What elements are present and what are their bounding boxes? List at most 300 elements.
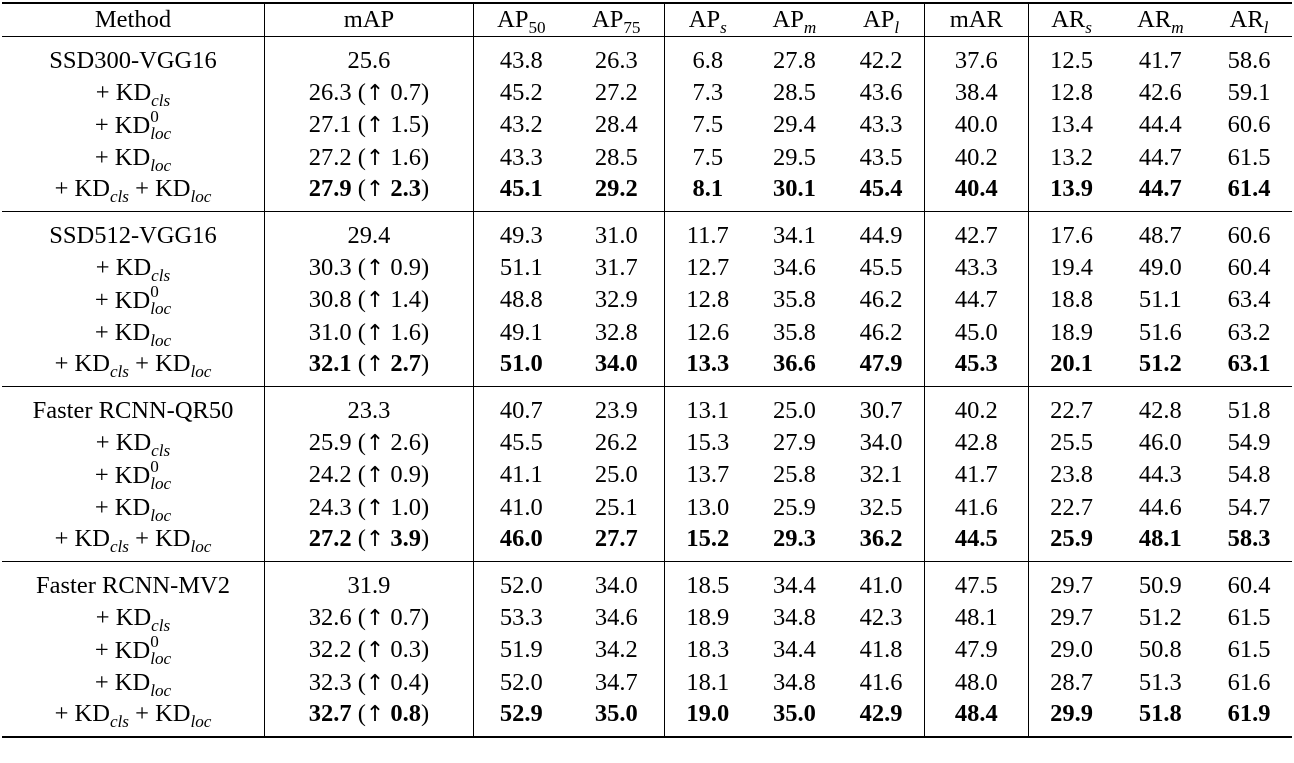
value-cell: [751, 699, 838, 737]
method-cell: + $KD_{loc}$: [94, 143, 172, 175]
value-cell: [925, 459, 1028, 492]
table-row: [2, 284, 1292, 317]
value-cell: [473, 349, 568, 387]
value-cell: [751, 174, 838, 212]
metric-value: 32.5: [859, 493, 903, 521]
value-cell: [664, 109, 751, 142]
results-table: [2, 2, 1292, 738]
metric-value: 52.0: [499, 668, 543, 696]
table-row: [2, 142, 1292, 174]
metric-value: 51.1: [499, 254, 543, 281]
model-name: Faster RCNN-QR50: [32, 396, 234, 424]
metric-value: 45.0: [954, 318, 998, 346]
metric-value: 28.4: [594, 111, 638, 139]
header-col-7: [1028, 3, 1115, 37]
map-value: 27.9: [308, 175, 352, 203]
metric-value: 48.0: [954, 668, 998, 696]
value-cell: [751, 387, 838, 428]
metric-value: 25.8: [772, 461, 816, 489]
value-cell: [569, 492, 664, 524]
up-arrow-icon: ↑: [365, 605, 385, 631]
map-cell: 30.3 (↑ 0.9): [265, 252, 474, 284]
kd-term: $KD_{cls}$: [74, 700, 129, 732]
metric-value: 13.9: [1050, 175, 1094, 203]
value-cell: [569, 174, 664, 212]
header-method-label: Method: [94, 5, 172, 33]
model-name: SSD300-VGG16: [49, 46, 217, 74]
method-cell: + $KD_{cls} + KD_{loc}$: [54, 525, 212, 557]
map-value: 32.3: [308, 668, 352, 696]
map-gain: 1.0: [390, 493, 422, 521]
map-cell: 27.1 (↑ 1.5): [265, 109, 474, 142]
metric-value: 61.5: [1227, 143, 1271, 171]
metric-value: 13.1: [686, 396, 730, 424]
metric-value: 26.3: [594, 46, 638, 74]
metric-value: 38.4: [954, 79, 998, 107]
method-cell: + $KD_{cls}$: [95, 603, 171, 635]
value-cell: [1115, 524, 1206, 562]
value-cell: [1028, 427, 1115, 459]
value-cell: [838, 252, 925, 284]
map-gain: 1.4: [390, 286, 422, 314]
metric-value: 35.8: [772, 318, 816, 346]
metric-value: 12.8: [1050, 79, 1094, 107]
header-col-base: AP: [592, 5, 624, 33]
metric-value: 34.0: [594, 571, 638, 599]
value-cell: [925, 699, 1028, 737]
value-cell: [751, 459, 838, 492]
value-cell: [925, 37, 1028, 78]
metric-value: 12.5: [1050, 46, 1094, 74]
value-cell: [751, 667, 838, 699]
value-cell: [569, 349, 664, 387]
metric-value: 54.7: [1227, 493, 1271, 521]
metric-value: 44.7: [1138, 143, 1182, 171]
map-cell: 27.2 (↑ 3.9): [265, 524, 474, 562]
metric-value: 25.1: [594, 493, 638, 521]
value-cell: [569, 699, 664, 737]
map-cell: 24.2 (↑ 0.9): [265, 459, 474, 492]
map-cell: 31.0 (↑ 1.6): [265, 317, 474, 349]
value-cell: [473, 699, 568, 737]
value-cell: [473, 667, 568, 699]
header-col-8: [1115, 3, 1206, 37]
map-gain: 2.7: [390, 350, 422, 378]
metric-value: 41.1: [499, 461, 543, 489]
kd-term: $KD_{cls}$: [115, 603, 171, 635]
value-cell: [664, 427, 751, 459]
method-cell: [2, 562, 265, 603]
value-cell: [1206, 317, 1292, 349]
metric-value: 42.6: [1138, 79, 1182, 107]
metric-value: 47.9: [859, 350, 903, 378]
value-cell: [838, 602, 925, 634]
value-cell: [838, 492, 925, 524]
metric-value: 29.7: [1050, 603, 1094, 631]
map-gain: 2.6: [390, 428, 422, 456]
value-cell: [838, 317, 925, 349]
map-cell: 32.7 (↑ 0.8): [265, 699, 474, 737]
metric-value: 29.0: [1050, 636, 1094, 664]
header-col-9: [1206, 3, 1292, 37]
value-cell: [1115, 459, 1206, 492]
method-cell: + $KD_{cls} + KD_{loc}$: [54, 175, 212, 207]
header-col-sub: m: [1171, 17, 1184, 37]
metric-value: 50.9: [1138, 571, 1182, 599]
metric-value: 48.1: [954, 603, 998, 631]
metric-value: 13.2: [1050, 143, 1094, 171]
value-cell: [1206, 699, 1292, 737]
metric-value: 32.9: [594, 286, 638, 314]
value-cell: [664, 492, 751, 524]
value-cell: [1115, 634, 1206, 667]
metric-value: 43.2: [499, 111, 543, 139]
value-cell: [925, 212, 1028, 253]
metric-value: 51.8: [1138, 700, 1182, 728]
metric-value: 51.8: [1227, 396, 1271, 424]
metric-value: 44.5: [954, 525, 998, 553]
value-cell: [838, 284, 925, 317]
value-cell: [1028, 317, 1115, 349]
metric-value: 29.9: [1050, 700, 1094, 728]
metric-value: 54.8: [1227, 461, 1271, 489]
metric-value: 12.8: [686, 286, 730, 314]
value-cell: [1115, 252, 1206, 284]
metric-value: 13.0: [686, 493, 730, 521]
value-cell: [751, 562, 838, 603]
value-cell: [1115, 142, 1206, 174]
value-cell: [1115, 349, 1206, 387]
metric-value: 49.1: [499, 318, 543, 346]
metric-value: 12.7: [686, 254, 730, 281]
metric-value: 52.0: [499, 571, 543, 599]
value-cell: [664, 634, 751, 667]
metric-value: 40.2: [954, 143, 998, 171]
metric-value: 18.1: [686, 668, 730, 696]
metric-value: 19.0: [686, 700, 730, 728]
map-value: 27.2: [308, 143, 352, 171]
map-cell: 32.3 (↑ 0.4): [265, 667, 474, 699]
value-cell: [1028, 252, 1115, 284]
kd-term: KD 0 loc: [114, 632, 172, 668]
value-cell: [664, 667, 751, 699]
method-cell: + $KD_{loc}$: [94, 668, 172, 700]
model-group: [2, 387, 1292, 562]
value-cell: [838, 349, 925, 387]
metric-value: 18.8: [1050, 286, 1094, 314]
metric-value: 45.4: [859, 175, 903, 203]
value-cell: [473, 602, 568, 634]
map-value: 31.9: [347, 571, 391, 599]
up-arrow-icon: ↑: [365, 113, 385, 139]
value-cell: [664, 77, 751, 109]
metric-value: 46.0: [499, 525, 543, 553]
value-cell: [569, 252, 664, 284]
value-cell: [664, 212, 751, 253]
value-cell: [1206, 387, 1292, 428]
value-cell: [1206, 634, 1292, 667]
method-cell: [2, 212, 265, 253]
table-row: [2, 699, 1292, 737]
metric-value: 27.9: [772, 428, 816, 456]
kd-term: $KD_{loc}$: [114, 318, 172, 350]
header-col-base: AP: [772, 5, 804, 33]
up-arrow-icon: ↑: [365, 177, 385, 203]
map-value: 24.3: [308, 493, 352, 521]
value-cell: [569, 317, 664, 349]
metric-value: 36.6: [772, 350, 816, 378]
table-row: [2, 109, 1292, 142]
value-cell: [473, 562, 568, 603]
metric-value: 50.8: [1138, 636, 1182, 664]
map-value: 31.0: [308, 318, 352, 346]
value-cell: [1115, 602, 1206, 634]
value-cell: [473, 387, 568, 428]
metric-value: 45.2: [499, 79, 543, 107]
metric-value: 45.5: [859, 254, 903, 281]
kd-term: $KD_{loc}$: [114, 668, 172, 700]
table-row: [2, 252, 1292, 284]
metric-value: 27.8: [772, 46, 816, 74]
table-row: [2, 562, 1292, 603]
up-arrow-icon: ↑: [365, 430, 385, 456]
value-cell: [1115, 284, 1206, 317]
metric-value: 41.0: [859, 571, 903, 599]
metric-value: 49.3: [499, 221, 543, 249]
metric-value: 29.5: [772, 143, 816, 171]
value-cell: [1115, 699, 1206, 737]
metric-value: 52.9: [499, 700, 543, 728]
metric-value: 35.0: [772, 700, 816, 728]
table-row: [2, 634, 1292, 667]
method-cell: + $KD_{cls}$: [95, 254, 171, 285]
value-cell: [1028, 492, 1115, 524]
value-cell: [1028, 562, 1115, 603]
value-cell: [1028, 37, 1115, 78]
up-arrow-icon: ↑: [365, 638, 385, 664]
header-col-base: AR: [1137, 5, 1172, 33]
metric-value: 53.3: [499, 603, 543, 631]
value-cell: [664, 562, 751, 603]
metric-value: 34.2: [594, 636, 638, 664]
metric-value: 26.2: [594, 428, 638, 456]
value-cell: [751, 634, 838, 667]
method-cell: + $KD_{cls} + KD_{loc}$: [54, 350, 212, 382]
value-cell: [569, 667, 664, 699]
metric-value: 7.3: [692, 79, 724, 107]
method-cell: + KD 0 loc: [94, 282, 172, 318]
metric-value: 61.4: [1227, 175, 1271, 203]
map-value: 30.3: [308, 254, 352, 281]
value-cell: [751, 77, 838, 109]
up-arrow-icon: ↑: [365, 145, 385, 171]
metric-value: 29.7: [1050, 571, 1094, 599]
map-cell: [265, 387, 474, 428]
value-cell: [751, 37, 838, 78]
map-cell: 27.9 (↑ 2.3): [265, 174, 474, 212]
value-cell: [664, 142, 751, 174]
value-cell: [1028, 667, 1115, 699]
metric-value: 18.5: [686, 571, 730, 599]
value-cell: [838, 387, 925, 428]
value-cell: [838, 459, 925, 492]
metric-value: 44.6: [1138, 493, 1182, 521]
table-row: [2, 602, 1292, 634]
metric-value: 37.6: [954, 46, 998, 74]
value-cell: [1028, 524, 1115, 562]
table-row: [2, 667, 1292, 699]
value-cell: [1206, 212, 1292, 253]
metric-value: 46.2: [859, 318, 903, 346]
value-cell: [1206, 142, 1292, 174]
map-cell: 30.8 (↑ 1.4): [265, 284, 474, 317]
metric-value: 29.4: [772, 111, 816, 139]
kd-term: $KD_{cls}$: [115, 254, 171, 285]
value-cell: [569, 142, 664, 174]
metric-value: 48.4: [954, 700, 998, 728]
map-cell: 25.9 (↑ 2.6): [265, 427, 474, 459]
map-gain: 1.6: [390, 318, 422, 346]
metric-value: 30.1: [772, 175, 816, 203]
value-cell: [1115, 667, 1206, 699]
value-cell: [1115, 317, 1206, 349]
map-cell: 27.2 (↑ 1.6): [265, 142, 474, 174]
metric-value: 25.0: [772, 396, 816, 424]
value-cell: [1115, 109, 1206, 142]
metric-value: 51.2: [1138, 603, 1182, 631]
value-cell: [925, 252, 1028, 284]
kd-term: KD 0 loc: [114, 282, 172, 318]
metric-value: 51.3: [1138, 668, 1182, 696]
model-group: [2, 212, 1292, 387]
value-cell: [569, 602, 664, 634]
metric-value: 18.9: [1050, 318, 1094, 346]
header-col-base: mAP: [343, 5, 395, 33]
kd-term: $KD_{loc}$: [114, 143, 172, 175]
metric-value: 27.7: [594, 525, 638, 553]
value-cell: [925, 492, 1028, 524]
value-cell: [838, 174, 925, 212]
value-cell: [925, 317, 1028, 349]
metric-value: 15.3: [686, 428, 730, 456]
map-cell: 32.2 (↑ 0.3): [265, 634, 474, 667]
value-cell: [473, 37, 568, 78]
value-cell: [1206, 284, 1292, 317]
method-cell: + KD 0 loc: [94, 632, 172, 668]
method-cell: + $KD_{cls}$: [95, 79, 171, 110]
metric-value: 35.8: [772, 286, 816, 314]
metric-value: 41.0: [499, 493, 543, 521]
metric-value: 41.7: [1138, 46, 1182, 74]
map-cell: 32.6 (↑ 0.7): [265, 602, 474, 634]
map-value: 32.1: [308, 350, 352, 378]
metric-value: 40.0: [954, 111, 998, 139]
value-cell: [1115, 212, 1206, 253]
value-cell: [925, 427, 1028, 459]
value-cell: [925, 634, 1028, 667]
value-cell: [664, 252, 751, 284]
metric-value: 59.1: [1227, 79, 1271, 107]
value-cell: [1206, 524, 1292, 562]
header-col-0: [265, 3, 474, 37]
value-cell: [664, 284, 751, 317]
metric-value: 44.7: [1138, 175, 1182, 203]
header-col-base: AP: [863, 5, 895, 33]
metric-value: 11.7: [686, 221, 729, 249]
metric-value: 34.0: [859, 428, 903, 456]
metric-value: 51.9: [499, 636, 543, 664]
kd-term: $KD_{cls}$: [115, 428, 171, 460]
model-name: Faster RCNN-MV2: [36, 571, 230, 599]
header-col-2: [569, 3, 664, 37]
metric-value: 61.5: [1227, 636, 1271, 664]
value-cell: [838, 109, 925, 142]
model-group: [2, 37, 1292, 212]
kd-term: $KD_{loc}$: [114, 493, 172, 525]
map-value: 25.9: [308, 428, 352, 456]
map-cell: [265, 562, 474, 603]
metric-value: 44.7: [954, 286, 998, 314]
value-cell: [1206, 427, 1292, 459]
map-cell: [265, 37, 474, 78]
value-cell: [569, 284, 664, 317]
value-cell: [1028, 212, 1115, 253]
value-cell: [569, 524, 664, 562]
metric-value: 32.8: [594, 318, 638, 346]
metric-value: 34.4: [772, 571, 816, 599]
metric-value: 30.7: [859, 396, 903, 424]
value-cell: [1028, 459, 1115, 492]
metric-value: 45.3: [954, 350, 998, 378]
value-cell: [838, 699, 925, 737]
method-cell: + $KD_{cls}$: [95, 428, 171, 460]
value-cell: [569, 427, 664, 459]
value-cell: [1115, 562, 1206, 603]
method-cell: + $KD_{cls} + KD_{loc}$: [2, 699, 265, 737]
metric-value: 8.1: [692, 175, 724, 203]
kd-term: $KD_{cls}$: [74, 350, 129, 382]
value-cell: [1028, 699, 1115, 737]
metric-value: 51.6: [1138, 318, 1182, 346]
header-col-sub: m: [803, 17, 817, 37]
value-cell: [1206, 109, 1292, 142]
header-col-1: [473, 3, 568, 37]
metric-value: 41.6: [954, 493, 998, 521]
value-cell: [1115, 174, 1206, 212]
metric-value: 47.5: [954, 571, 998, 599]
header-col-sub: 75: [623, 17, 641, 37]
metric-value: 34.8: [772, 668, 816, 696]
method-cell: [2, 37, 265, 78]
map-gain: 0.8: [390, 700, 422, 728]
metric-value: 43.8: [499, 46, 543, 74]
value-cell: [664, 174, 751, 212]
metric-value: 15.2: [686, 525, 730, 553]
value-cell: [1206, 252, 1292, 284]
value-cell: [473, 252, 568, 284]
metric-value: 31.7: [594, 254, 638, 281]
method-cell: + KD 0 loc: [94, 457, 172, 493]
map-cell: 32.1 (↑ 2.7): [265, 349, 474, 387]
kd-term: $KD_{cls}$: [115, 79, 171, 110]
value-cell: [1028, 634, 1115, 667]
map-cell: 24.3 (↑ 1.0): [265, 492, 474, 524]
metric-value: 32.1: [859, 461, 903, 489]
metric-value: 47.9: [954, 636, 998, 664]
kd-term: KD 0 loc: [114, 457, 172, 493]
value-cell: [473, 142, 568, 174]
metric-value: 61.9: [1227, 700, 1271, 728]
